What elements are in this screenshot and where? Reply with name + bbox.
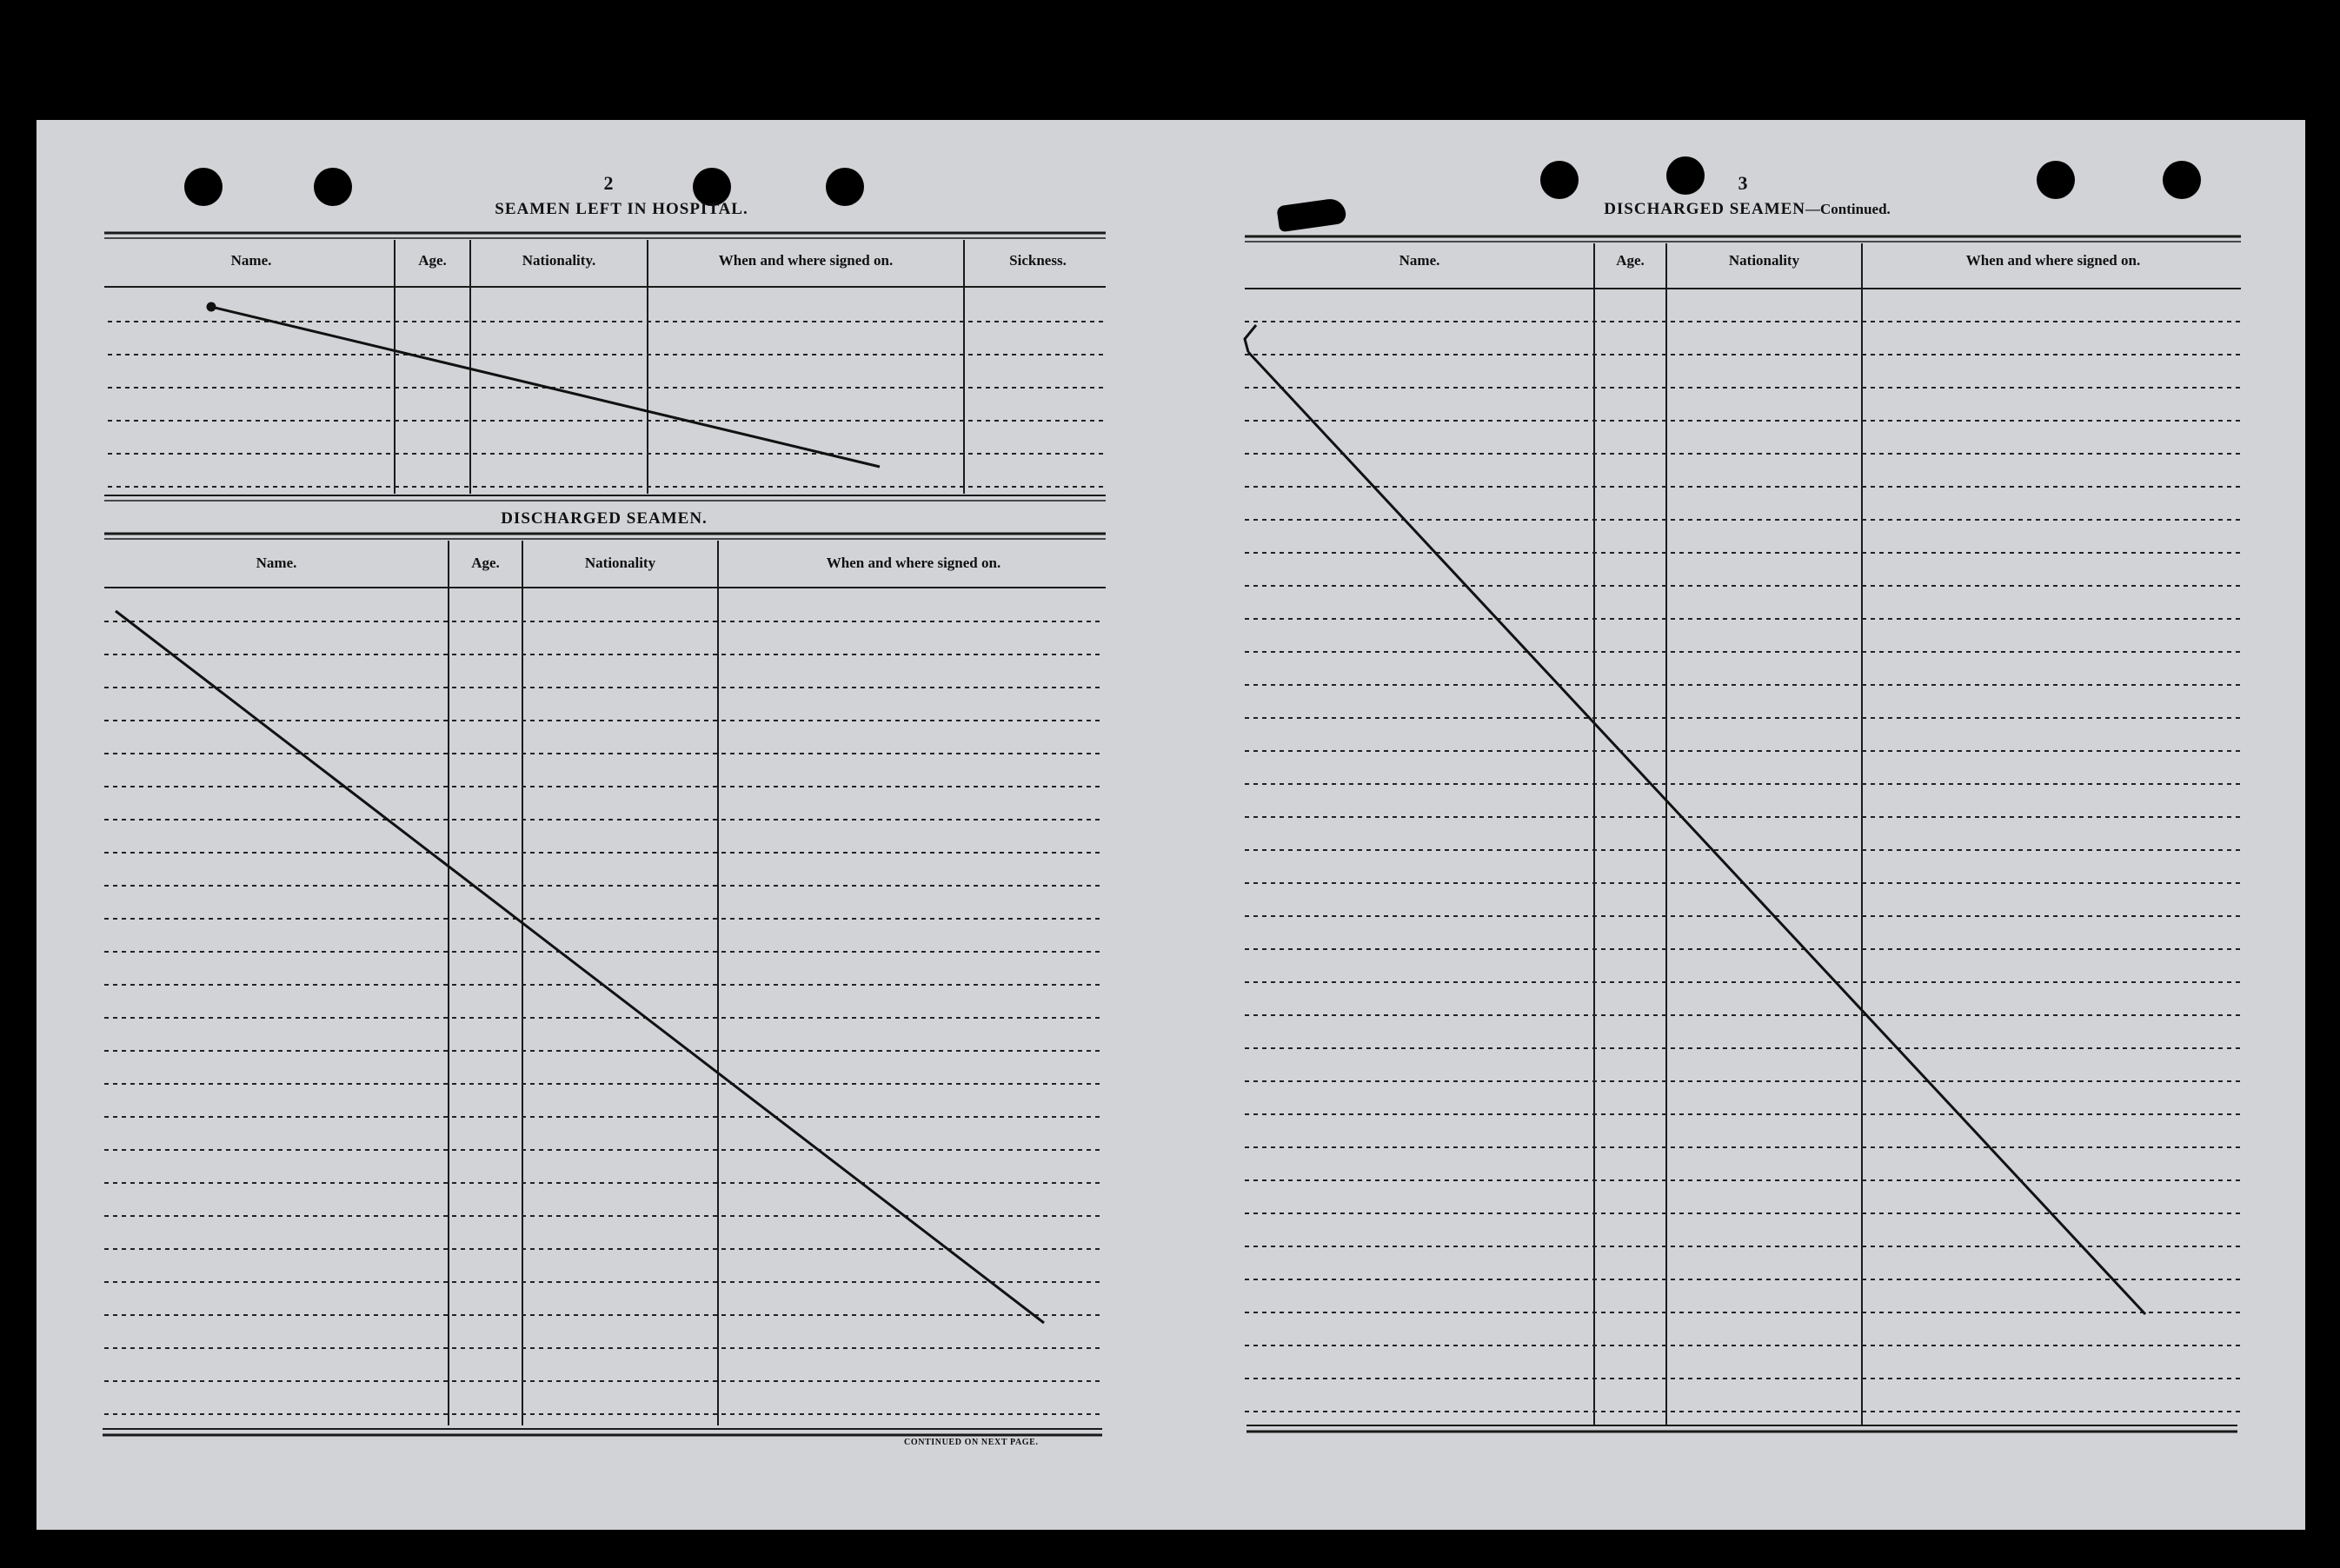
continued-footer: CONTINUED ON NEXT PAGE. — [904, 1438, 1039, 1447]
left-page-strike-lines — [116, 303, 1044, 1323]
continued-col-age: Age. — [1616, 252, 1645, 269]
hospital-col-name: Name. — [230, 252, 272, 269]
continued-col-nationality: Nationality — [1728, 252, 1800, 269]
discharged-col-name: Name. — [256, 555, 297, 571]
left-page-dotted-rows — [104, 322, 1104, 1414]
right-page-rules — [1245, 236, 2241, 1432]
discharged-col-signed-on: When and where signed on. — [826, 555, 1001, 571]
page-number-right: 3 — [1738, 172, 1748, 194]
hospital-col-age: Age. — [418, 252, 447, 269]
hospital-col-nationality: Nationality. — [522, 252, 596, 269]
hospital-section-title: SEAMEN LEFT IN HOSPITAL. — [495, 200, 748, 218]
discharged-section-title: DISCHARGED SEAMEN. — [501, 509, 708, 528]
page-number-left: 2 — [603, 172, 614, 194]
hospital-col-signed-on: When and where signed on. — [718, 252, 894, 269]
continued-col-signed-on: When and where signed on. — [1965, 252, 2141, 269]
discharged-col-nationality: Nationality — [584, 555, 656, 571]
right-page-strike-lines — [1245, 325, 2145, 1314]
hospital-col-sickness: Sickness. — [1009, 252, 1067, 269]
discharged-continued-title-main: DISCHARGED SEAMEN — [1604, 200, 1806, 218]
discharged-col-age: Age. — [471, 555, 500, 571]
discharged-continued-title-suffix: —Continued. — [1805, 201, 1891, 217]
discharged-continued-title — [1556, 200, 1938, 219]
continued-col-name: Name. — [1399, 252, 1440, 269]
right-page-dotted-rows — [1245, 322, 2241, 1412]
